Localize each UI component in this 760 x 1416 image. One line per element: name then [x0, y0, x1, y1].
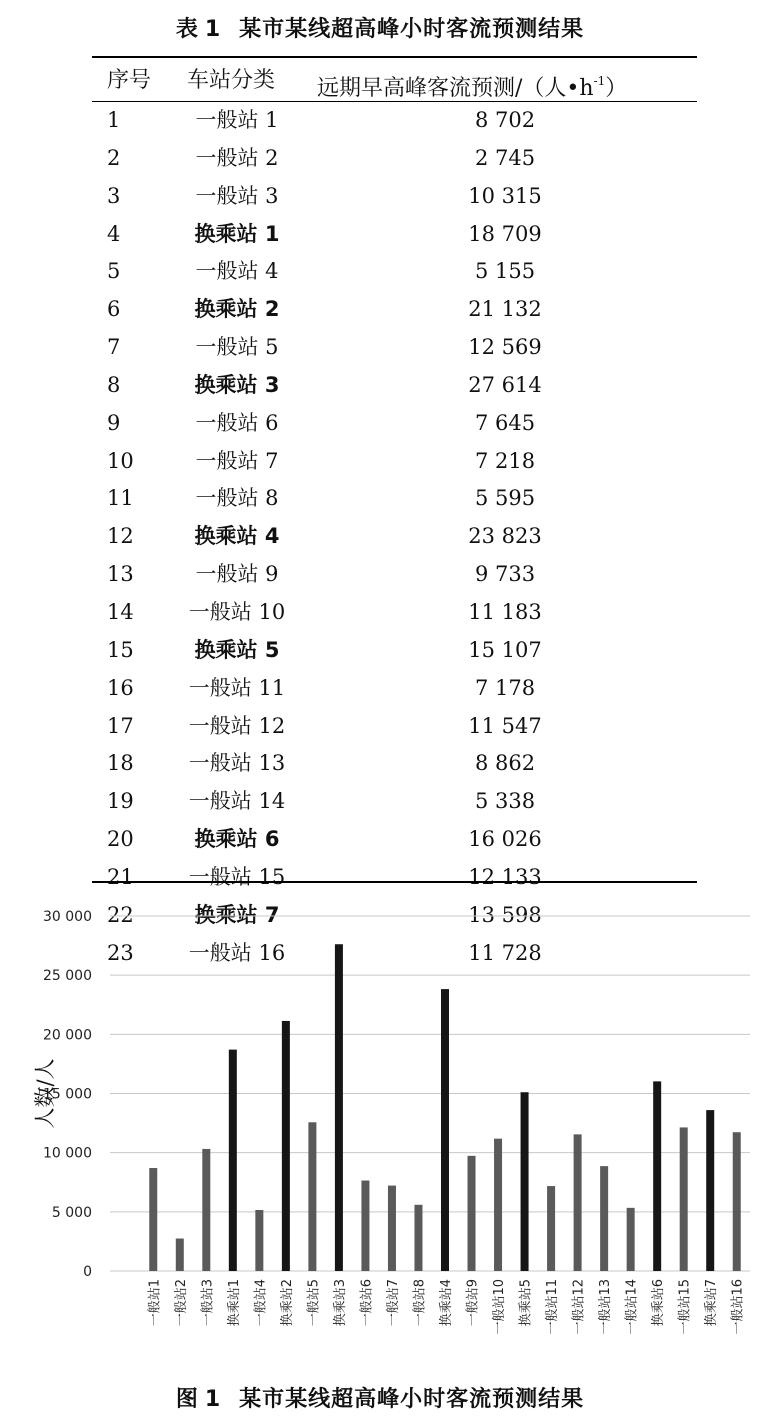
- bar: [308, 1122, 316, 1271]
- cell-station: 换乘站 6: [194, 827, 280, 852]
- cell-value: 5 595: [474, 486, 536, 511]
- cell-value: 11 547: [468, 713, 542, 738]
- x-tick-label: 一般站14: [624, 1279, 640, 1335]
- x-tick-label: 一般站10: [492, 1279, 508, 1335]
- cell-station: 一般站 12: [188, 713, 286, 738]
- x-tick-label: 换乘站6: [651, 1279, 667, 1327]
- x-tick-label: 一般站16: [730, 1279, 746, 1335]
- table-row: [0, 632, 760, 670]
- bar: [600, 1166, 608, 1271]
- cell-seq: 17: [107, 713, 134, 738]
- cell-value: 23 823: [468, 524, 542, 549]
- cell-value: 27 614: [468, 372, 542, 397]
- bar: [680, 1127, 688, 1271]
- table-row: [0, 783, 760, 821]
- bar: [706, 1110, 714, 1271]
- table-row: [0, 329, 760, 367]
- cell-value: 5 338: [474, 789, 536, 814]
- cell-seq: 18: [107, 751, 134, 776]
- x-tick-label: 换乘站7: [704, 1279, 720, 1327]
- table-title-prefix: 表: [175, 17, 199, 42]
- header-station: 车站分类: [187, 68, 276, 93]
- cell-station: 一般站 9: [195, 562, 279, 587]
- table-row: [0, 405, 760, 443]
- header-forecast-text: 远期早高峰客流预测/（人•h: [317, 76, 594, 101]
- cell-seq: 22: [107, 902, 134, 927]
- cell-station: 一般站 1: [195, 108, 279, 132]
- cell-station: 一般站 7: [195, 448, 279, 473]
- cell-station: 一般站 5: [195, 335, 279, 360]
- cell-value: 18 709: [468, 221, 542, 246]
- cell-value: 8 862: [474, 751, 536, 776]
- cell-seq: 10: [107, 448, 134, 473]
- y-axis-label: 人数/人: [33, 1058, 57, 1129]
- bar: [202, 1149, 210, 1271]
- x-tick-label: 换乘站5: [518, 1279, 534, 1327]
- bar: [282, 1021, 290, 1271]
- cell-seq: 1: [107, 108, 121, 132]
- y-tick-label: 5 000: [51, 1204, 92, 1221]
- cell-value: 7 645: [474, 410, 536, 435]
- figure-title-prefix: 图: [175, 1387, 199, 1412]
- cell-station: 换乘站 2: [194, 297, 280, 322]
- y-tick-label: 0: [83, 1264, 92, 1280]
- passenger-flow-chart: [0, 900, 760, 1370]
- table-body: [0, 102, 760, 972]
- y-tick-label: 15 000: [43, 1086, 92, 1103]
- y-tick-label: 10 000: [43, 1145, 92, 1162]
- cell-value: 2 745: [474, 145, 536, 170]
- table-row: [0, 443, 760, 481]
- table-row: [0, 859, 760, 897]
- cell-value: 12 569: [468, 335, 542, 360]
- x-tick-label: 一般站9: [465, 1279, 481, 1327]
- x-tick-label: 一般站1: [147, 1279, 163, 1327]
- cell-station: 一般站 8: [195, 486, 279, 511]
- cell-value: 12 133: [468, 864, 542, 889]
- cell-seq: 11: [107, 486, 134, 511]
- bar: [627, 1208, 635, 1271]
- x-tick-label: 一般站15: [677, 1279, 693, 1335]
- table-row: [0, 480, 760, 518]
- table-title-number: 1: [204, 17, 222, 42]
- x-tick-label: 一般站6: [359, 1279, 375, 1327]
- cell-seq: 7: [107, 335, 121, 360]
- table-row: [0, 745, 760, 783]
- cell-seq: 21: [107, 864, 134, 889]
- cell-seq: 9: [107, 410, 121, 435]
- table-row: [0, 518, 760, 556]
- bar: [255, 1210, 263, 1271]
- table-title-text: 某市某线超高峰小时客流预测结果: [239, 17, 585, 42]
- bar: [361, 1181, 369, 1271]
- header-forecast-sup: -1: [593, 74, 606, 88]
- figure-title: [0, 1382, 760, 1413]
- bar: [176, 1239, 184, 1271]
- cell-station: 换乘站 1: [194, 221, 280, 246]
- cell-value: 16 026: [468, 827, 542, 852]
- bar: [414, 1205, 422, 1271]
- table-row: [0, 594, 760, 632]
- table-row: [0, 178, 760, 216]
- x-tick-label: 换乘站4: [439, 1279, 454, 1327]
- x-tick-label: 一般站2: [173, 1279, 189, 1327]
- table-bottom-rule: [92, 881, 697, 883]
- x-tick-label: 一般站5: [306, 1279, 322, 1327]
- cell-seq: 20: [107, 827, 134, 852]
- x-tick-label: 一般站13: [598, 1279, 614, 1335]
- header-forecast: [317, 64, 628, 101]
- cell-value: 7 178: [474, 675, 536, 700]
- cell-station: 一般站 15: [188, 864, 286, 889]
- figure-title-number: 1: [204, 1387, 222, 1412]
- cell-seq: 3: [107, 183, 121, 208]
- cell-value: 15 107: [468, 637, 542, 662]
- x-tick-label: 一般站11: [545, 1279, 561, 1335]
- bar: [335, 944, 343, 1271]
- bar: [653, 1081, 661, 1271]
- y-tick-label: 30 000: [43, 909, 92, 925]
- x-tick-label: 一般站8: [412, 1279, 428, 1327]
- cell-seq: 12: [107, 524, 134, 549]
- cell-station: 一般站 16: [188, 940, 286, 965]
- bar: [547, 1186, 555, 1271]
- table-row: [0, 670, 760, 708]
- cell-station: 一般站 6: [195, 410, 279, 435]
- cell-value: 5 155: [474, 259, 536, 284]
- y-tick-label: 25 000: [43, 968, 92, 985]
- cell-station: 一般站 11: [188, 675, 286, 700]
- x-tick-label: 一般站12: [571, 1279, 587, 1335]
- x-tick-label: 换乘站1: [226, 1279, 242, 1327]
- cell-seq: 8: [107, 372, 121, 397]
- x-tick-label: 换乘站3: [332, 1279, 348, 1327]
- bar: [229, 1050, 237, 1271]
- cell-value: 11 183: [468, 599, 542, 624]
- bar: [733, 1132, 741, 1271]
- x-tick-label: 一般站4: [253, 1279, 269, 1327]
- table-row: [0, 140, 760, 178]
- cell-seq: 14: [107, 599, 134, 624]
- table-top-rule: [92, 56, 697, 58]
- table-row: [0, 708, 760, 746]
- table-row: [0, 367, 760, 405]
- bar: [388, 1186, 396, 1271]
- cell-value: 10 315: [468, 183, 542, 208]
- cell-value: 8 702: [474, 108, 536, 132]
- bar: [441, 989, 449, 1271]
- y-tick-label: 20 000: [43, 1027, 92, 1044]
- cell-seq: 16: [107, 675, 134, 700]
- table-row: [0, 556, 760, 594]
- header-forecast-close: ）: [605, 76, 628, 101]
- x-tick-label: 换乘站2: [279, 1279, 295, 1327]
- table-row: [0, 216, 760, 254]
- cell-station: 一般站 13: [188, 751, 286, 776]
- table-row: [0, 102, 760, 140]
- x-tick-label: 一般站7: [385, 1279, 401, 1327]
- cell-value: 13 598: [468, 902, 542, 927]
- cell-seq: 23: [107, 940, 134, 965]
- cell-value: 7 218: [474, 448, 536, 473]
- table-row: [0, 821, 760, 859]
- cell-value: 21 132: [468, 297, 542, 322]
- cell-seq: 4: [107, 221, 121, 246]
- bar: [468, 1156, 476, 1271]
- cell-station: 换乘站 7: [194, 902, 280, 927]
- bar: [574, 1134, 582, 1271]
- cell-seq: 13: [107, 562, 134, 587]
- cell-station: 换乘站 3: [194, 372, 280, 397]
- cell-station: 一般站 3: [195, 183, 279, 208]
- header-seq: 序号: [107, 68, 152, 93]
- cell-station: 换乘站 5: [194, 637, 280, 662]
- cell-station: 一般站 2: [195, 145, 279, 170]
- bar: [494, 1139, 502, 1271]
- cell-station: 一般站 4: [195, 259, 279, 284]
- bar: [521, 1092, 529, 1271]
- cell-seq: 2: [107, 145, 121, 170]
- cell-seq: 15: [107, 637, 134, 662]
- bar: [149, 1168, 157, 1271]
- cell-station: 一般站 10: [188, 599, 286, 624]
- x-tick-label: 一般站3: [200, 1279, 216, 1327]
- table-row: [0, 291, 760, 329]
- cell-value: 9 733: [474, 562, 536, 587]
- cell-seq: 6: [107, 297, 121, 322]
- table-title: [0, 12, 760, 43]
- figure-title-text: 某市某线超高峰小时客流预测结果: [239, 1387, 585, 1412]
- cell-seq: 5: [107, 259, 121, 284]
- cell-station: 换乘站 4: [194, 524, 280, 549]
- cell-station: 一般站 14: [188, 789, 286, 814]
- cell-seq: 19: [107, 789, 134, 814]
- cell-value: 11 728: [468, 940, 542, 965]
- table-row: [0, 253, 760, 291]
